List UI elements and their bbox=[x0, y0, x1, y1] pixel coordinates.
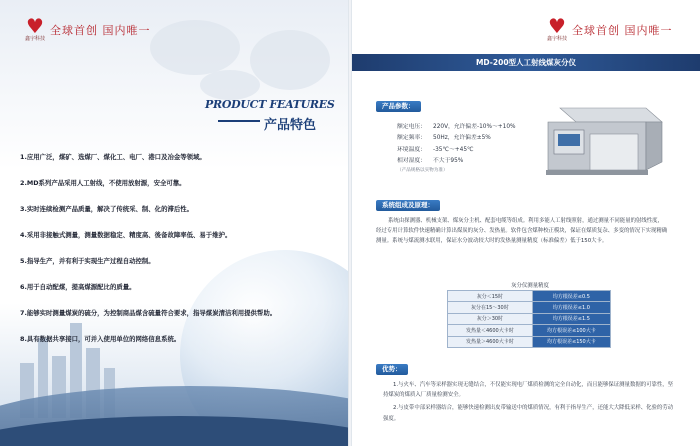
list-item: 6.用于自动配煤，提高煤源配比的质量。 bbox=[20, 283, 136, 291]
list-item: 8.具有数据共享接口，可并入使用单位的网络信息系统。 bbox=[20, 335, 181, 343]
table-cell: 均方根误差≤0.5 bbox=[532, 291, 610, 302]
param-label: 环境温度： bbox=[397, 146, 426, 153]
table-cell: 均方根误差≤100大卡 bbox=[532, 325, 610, 336]
table-row bbox=[448, 325, 611, 336]
param-value: 50Hz，允许偏差±5% bbox=[433, 135, 491, 142]
list-item: 5.指导生产，并有利于实现生产过程自动控制。 bbox=[20, 257, 155, 265]
table-cell: 均方根误差≤150大卡 bbox=[532, 336, 610, 347]
features-title-en: PRODUCT FEATURES bbox=[205, 98, 335, 111]
params-list bbox=[397, 122, 547, 173]
params-note: （产品规格以实物为准） bbox=[397, 168, 448, 174]
table-row bbox=[448, 291, 611, 302]
param-label: 额定频率： bbox=[397, 135, 426, 142]
world-map-watermark bbox=[200, 70, 260, 100]
list-item: 7.能够实时测量煤炭的硫分，为控制商品煤含硫量符合要求，指导煤炭清洁利用提供帮助。 bbox=[20, 309, 277, 317]
device-image bbox=[542, 100, 666, 180]
list-item: 1.与火车、汽车等采样器实现无缝结合，不仅能实现电厂煤质检测的完全自动化，而且能够保证测量数据的可靠性，坚持煤炭的煤质入厂质量检测安全。 bbox=[383, 382, 674, 399]
table-cell: 灰分＞30时 bbox=[448, 313, 533, 324]
company-logo bbox=[24, 16, 151, 42]
list-item: 1.应用广泛，煤矿、选煤厂、煤化工、电厂、港口及冶金等领域。 bbox=[20, 153, 206, 161]
params-label: 产品参数： bbox=[376, 101, 421, 112]
features-heading-en bbox=[205, 98, 334, 111]
logo-mark bbox=[24, 16, 46, 42]
accuracy-table bbox=[447, 290, 611, 348]
param-row bbox=[397, 133, 547, 144]
table-cell: 灰分＜15时 bbox=[448, 291, 533, 302]
logo-caption: 鑫宇科技 bbox=[24, 36, 45, 42]
param-value: 220V，允许偏差-10%～+10% bbox=[433, 124, 516, 130]
table-row bbox=[448, 302, 611, 313]
system-description: 系统由探测器、机械支架、煤灰分主机、配套电缆等组成。利用多能人工射线照射，通过测量不同能量的射线性度，经过专用计算软件快速精确计算出煤炭的灰分、发热量。软件包含煤种校正模块，保证在煤质复杂、多变的情况下实现精确测量。系统与煤流测水联用，保证水分波动较大时的发热量测量精度（标准偏差）低于150大卡。 bbox=[376, 218, 668, 245]
param-label: 额定电压： bbox=[397, 124, 426, 130]
param-row bbox=[397, 145, 547, 156]
device-screen bbox=[558, 134, 580, 146]
world-map-watermark bbox=[150, 20, 240, 75]
param-value: 不大于95% bbox=[433, 157, 464, 164]
param-row bbox=[397, 156, 547, 167]
device-opening bbox=[590, 134, 638, 170]
product-title-bar bbox=[352, 54, 700, 71]
heart-icon: ♥ bbox=[548, 14, 566, 38]
table-row bbox=[448, 336, 611, 347]
feature-list bbox=[20, 153, 340, 361]
system-label: 系统组成及原理： bbox=[376, 200, 440, 211]
list-item: 2.与皮带中部采样器结合，能够快速检测出皮带输送中的煤质情况，有利于指导生产，还能大大降低采样、化验的劳动强度。 bbox=[383, 405, 674, 422]
heart-icon: ♥ bbox=[26, 14, 44, 38]
table-cell: 均方根误差≤1.0 bbox=[532, 302, 610, 313]
device-top bbox=[560, 108, 662, 122]
table-cell: 发热量＜4600大卡时 bbox=[448, 325, 533, 336]
logo-caption: 鑫宇科技 bbox=[546, 36, 567, 42]
list-item: 3.实时连续检测产品质量，解决了传统采、制、化的滞后性。 bbox=[20, 205, 194, 213]
slogan: 全球首创 国内唯一 bbox=[572, 24, 673, 37]
table-cell: 发热量＞4600大卡时 bbox=[448, 336, 533, 347]
list-item: 2.MD系列产品采用人工射线，不使用放射源，安全可靠。 bbox=[20, 179, 186, 187]
company-logo bbox=[546, 16, 673, 42]
heading-rule bbox=[218, 120, 260, 122]
table-cell: 灰分在15～30时 bbox=[448, 302, 533, 313]
list-item: 4.采用非接触式测量，测量数据稳定、精度高、後备故障率低、易于维护。 bbox=[20, 231, 232, 239]
advantage-list bbox=[383, 380, 677, 427]
features-title-cn: 产品特色 bbox=[264, 118, 317, 133]
advantage-label: 优势： bbox=[376, 364, 408, 375]
table-title: 灰分仪测量精度 bbox=[511, 283, 549, 289]
table-cell: 均方根误差≤1.5 bbox=[532, 313, 610, 324]
world-map-watermark bbox=[250, 30, 330, 90]
param-label: 相对湿度： bbox=[397, 157, 426, 164]
param-row bbox=[397, 122, 547, 133]
slogan: 全球首创 国内唯一 bbox=[50, 24, 151, 37]
device-base bbox=[546, 170, 648, 175]
logo-mark bbox=[546, 16, 568, 42]
product-title: MD-200型人工射线煤灰分仪 bbox=[475, 58, 577, 67]
table-row bbox=[448, 313, 611, 324]
device-side bbox=[646, 122, 662, 170]
param-value: -35℃～+45℃ bbox=[433, 146, 474, 153]
